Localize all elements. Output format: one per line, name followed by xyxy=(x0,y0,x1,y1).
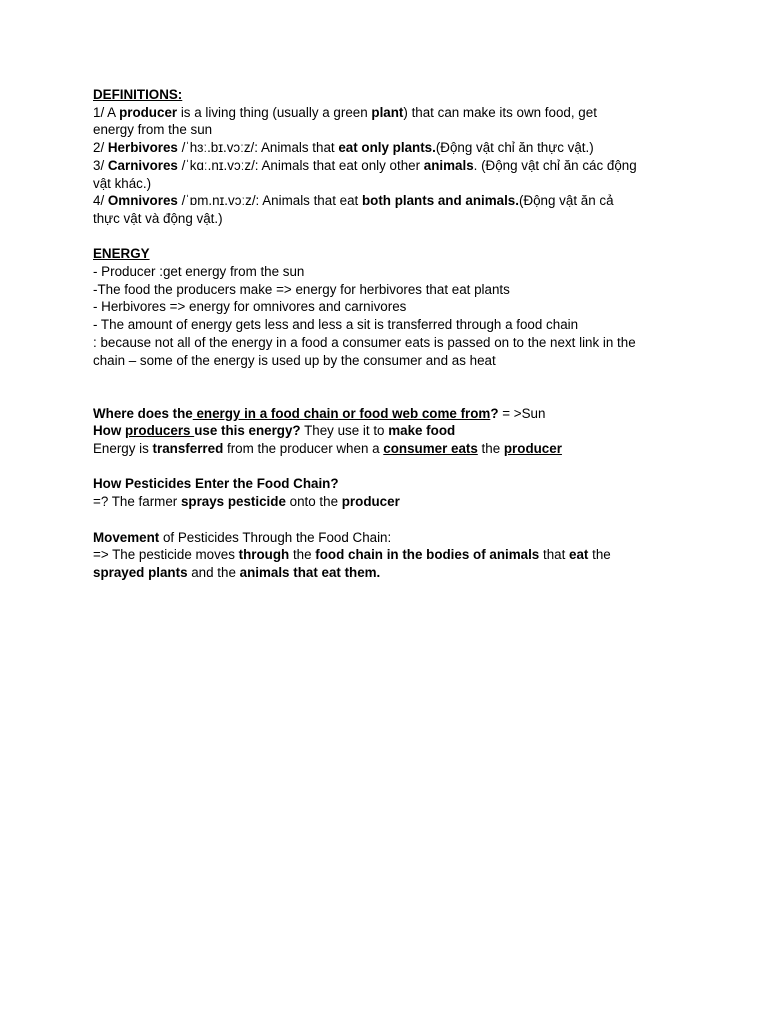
energy-line: -The food the producers make => energy for herbivores that eat plants xyxy=(93,281,510,297)
energy-line: - Producer :get energy from the sun xyxy=(93,264,305,280)
energy-line: : because not all of the energy in a food a consumer eats is passed on to the next link in the xyxy=(93,334,636,350)
energy-line: - Herbivores => energy for omnivores and carnivores xyxy=(93,299,407,315)
energy-heading: ENERGY xyxy=(93,246,150,262)
definition-omnivores: 4/ Omnivores /ˈɒm.nɪ.vɔːz/: Animals that eat both plants and animals.(Động vật ăn cả xyxy=(93,193,614,209)
definition-carnivores-cont: vật khác.) xyxy=(93,175,152,191)
energy-line: chain – some of the energy is used up by the consumer and as heat xyxy=(93,352,496,368)
definition-producer-cont: energy from the sun xyxy=(93,122,213,138)
definition-herbivores: 2/ Herbivores /ˈhɜː.bɪ.vɔːz/: Animals that eat only plants.(Động vật chỉ ăn thực vật.) xyxy=(93,140,594,156)
movement-line: => The pesticide moves through the food chain in the bodies of animals that eat the xyxy=(93,547,611,563)
pesticides-heading: How Pesticides Enter the Food Chain? xyxy=(93,476,339,492)
definition-producer: 1/ A producer is a living thing (usually a green plant) that can make its own food, get xyxy=(93,104,597,120)
definitions-heading: DEFINITIONS: xyxy=(93,87,183,102)
pesticides-answer: =? The farmer sprays pesticide onto the producer xyxy=(93,494,400,510)
question-energy-source: Where does the energy in a food chain or food web come from? = >Sun xyxy=(93,405,546,421)
definition-omnivores-cont: thực vật và động vật.) xyxy=(93,210,223,226)
energy-transfer-statement: Energy is transferred from the producer when a consumer eats the producer xyxy=(93,441,562,457)
energy-line: - The amount of energy gets less and less a sit is transferred through a food chain xyxy=(93,317,579,333)
movement-heading: Movement of Pesticides Through the Food Chain: xyxy=(93,529,392,545)
definition-carnivores: 3/ Carnivores /ˈkɑː.nɪ.vɔːz/: Animals that eat only other animals. (Động vật chỉ ăn các động xyxy=(93,157,637,173)
document-body xyxy=(93,86,683,582)
movement-line-cont: sprayed plants and the animals that eat them. xyxy=(93,564,381,580)
question-producers-use: How producers use this energy? They use it to make food xyxy=(93,423,456,439)
